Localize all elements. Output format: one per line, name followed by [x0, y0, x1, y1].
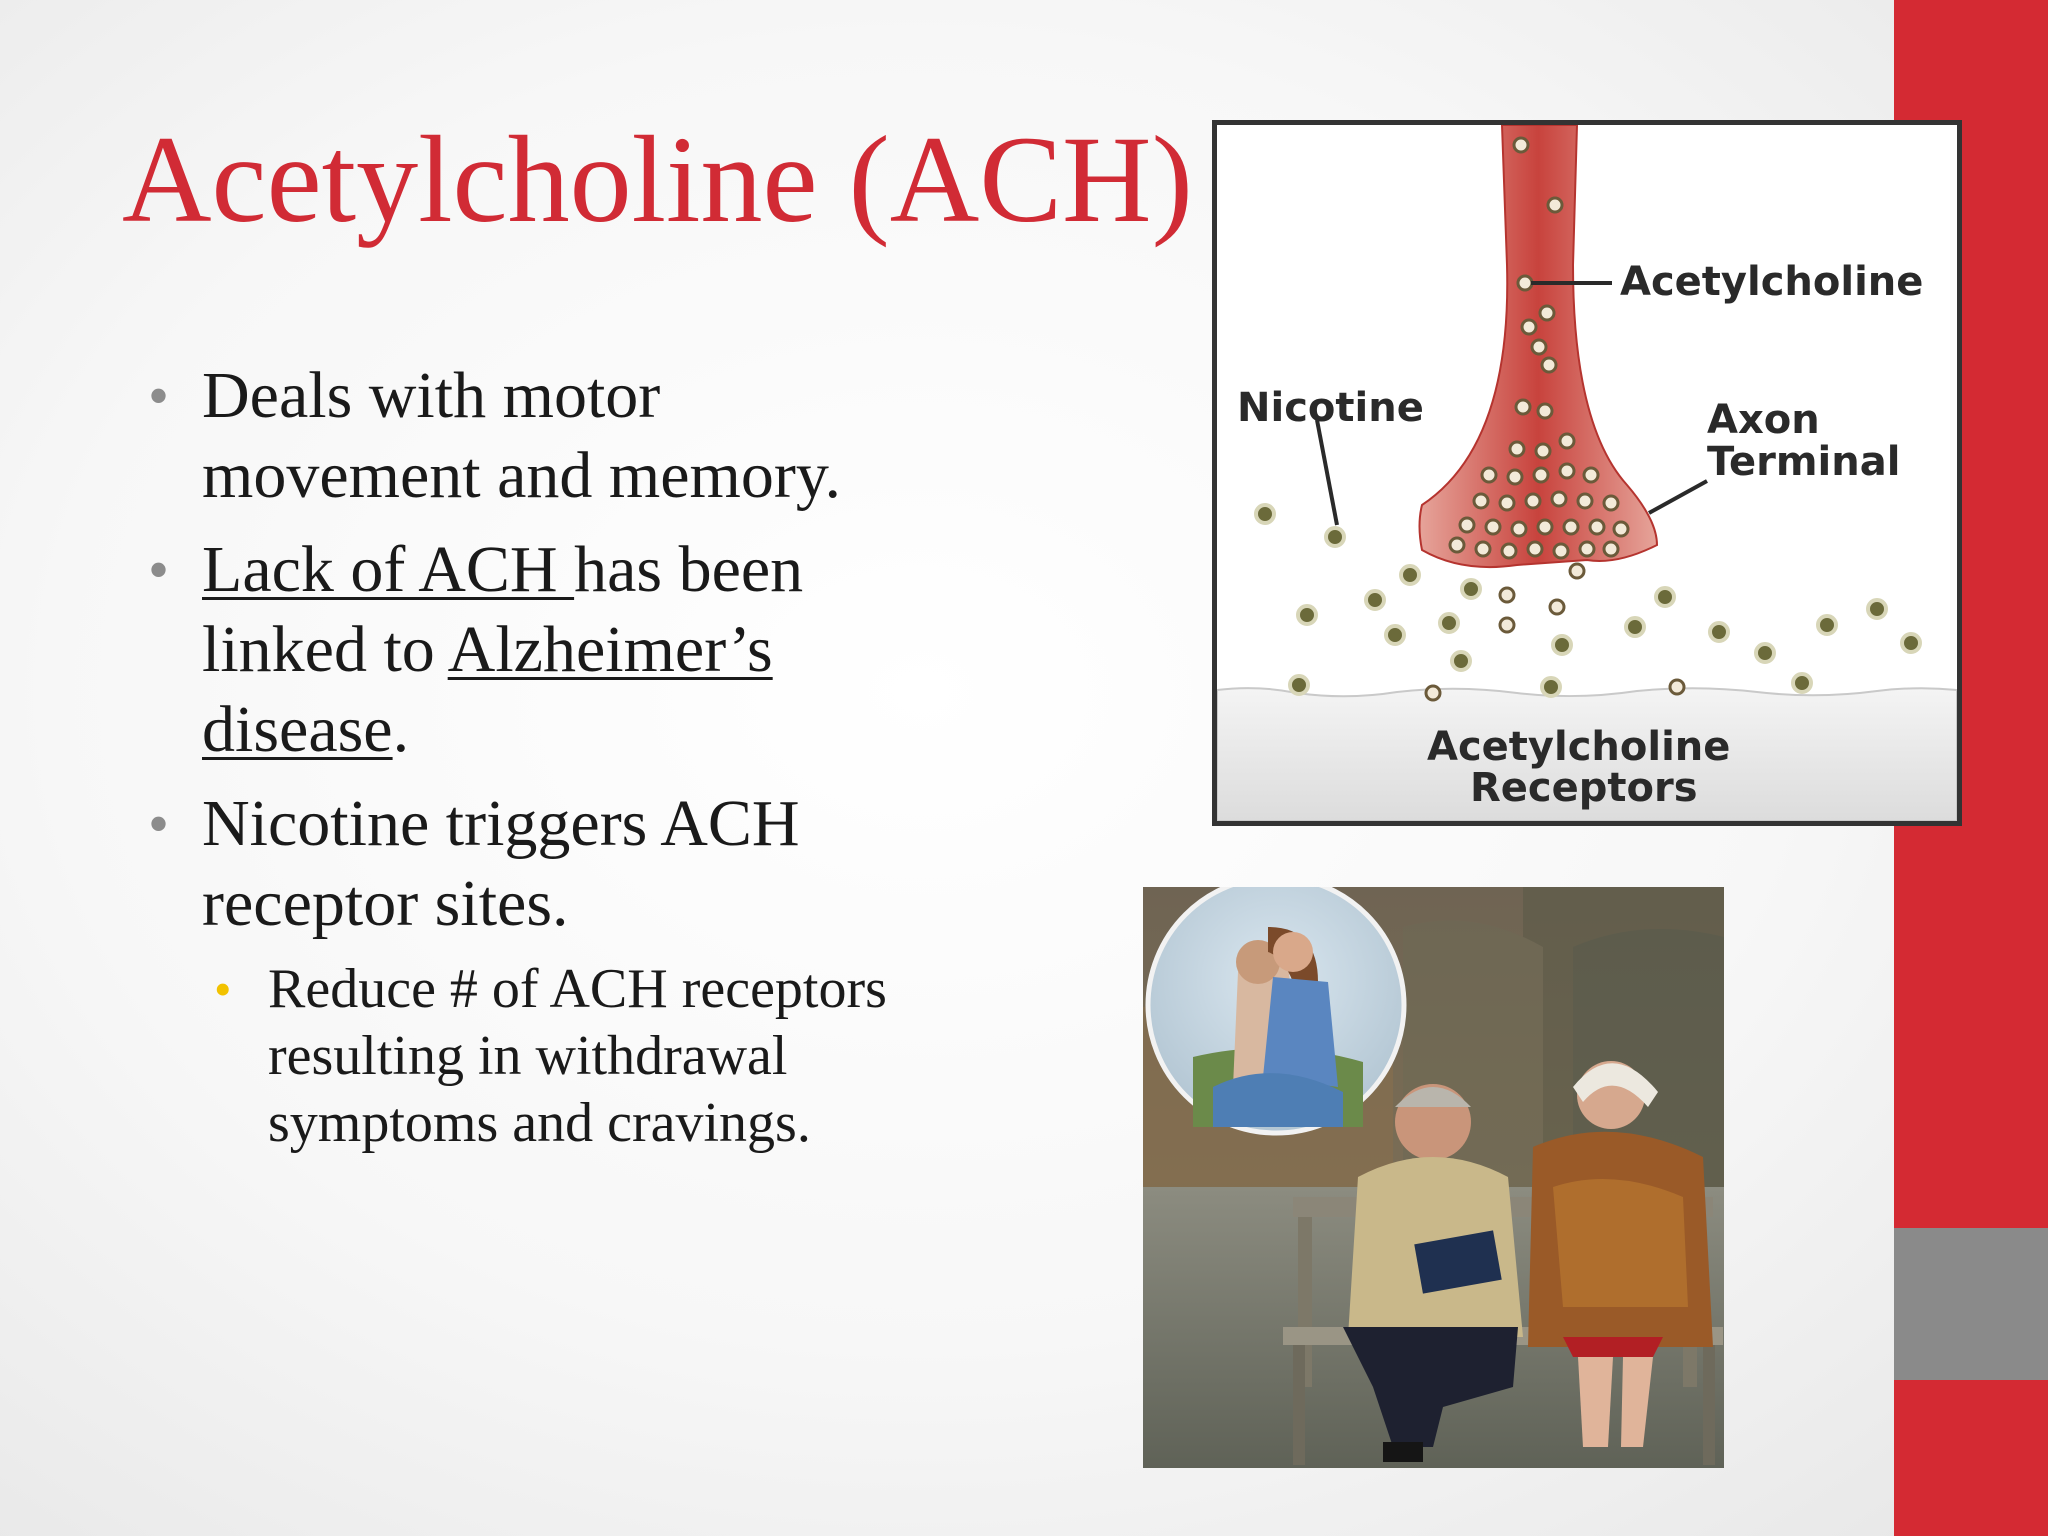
nicotine-molecule — [1326, 528, 1344, 546]
vesicle — [1532, 340, 1546, 354]
sub-bullet-receptors: • Reduce # of ACH receptors resulting in withdrawal symptoms and cravings. — [214, 956, 928, 1157]
diagram-label-acetylcholine: Acetylcholine — [1620, 259, 1924, 305]
vesicle — [1514, 138, 1528, 152]
nicotine-molecule — [1298, 606, 1316, 624]
vesicle — [1614, 522, 1628, 536]
vesicle — [1528, 542, 1542, 556]
diagram-label-receptors-1: Acetylcholine — [1427, 724, 1731, 770]
vesicle — [1502, 544, 1516, 558]
vesicle — [1426, 686, 1440, 700]
vesicle — [1604, 496, 1618, 510]
vesicle — [1476, 542, 1490, 556]
nicotine-molecule — [1902, 634, 1920, 652]
nicotine-molecule — [1452, 652, 1470, 670]
nicotine-molecule — [1542, 678, 1560, 696]
alzheimers-text: Alzheimer’s disease — [202, 613, 773, 766]
vesicle — [1590, 520, 1604, 534]
vesicle — [1604, 542, 1618, 556]
vesicle — [1560, 464, 1574, 478]
diagram-label-receptors-2: Receptors — [1470, 765, 1698, 811]
vesicle — [1536, 444, 1550, 458]
vesicle — [1584, 468, 1598, 482]
nicotine-molecule — [1710, 623, 1728, 641]
vesicle — [1534, 468, 1548, 482]
bullet-nicotine: • Nicotine triggers ACH receptor sites. • Reduce # of ACH receptors resulting in withdrawal symptoms and cravings. — [148, 784, 928, 1157]
sub-bullet-list — [214, 956, 928, 1157]
vesicle — [1510, 442, 1524, 456]
notebook-photo — [1143, 887, 1724, 1468]
vesicle — [1516, 400, 1530, 414]
nicotine-molecule — [1793, 674, 1811, 692]
vesicle — [1512, 522, 1526, 536]
vesicle — [1550, 600, 1564, 614]
vesicle — [1548, 198, 1562, 212]
vesicle — [1482, 468, 1496, 482]
vesicle — [1580, 542, 1594, 556]
bullet-motor-memory: • Deals with motor movement and memory. — [148, 356, 928, 516]
diagram-label-axon: Axon — [1707, 397, 1820, 443]
nicotine-molecule — [1656, 588, 1674, 606]
nicotine-molecule — [1290, 676, 1308, 694]
nicotine-molecule — [1386, 626, 1404, 644]
slide-title: Acetylcholine (ACH) — [122, 111, 1193, 248]
vesicle — [1570, 564, 1584, 578]
lack-of-ach-text: Lack of ACH — [202, 533, 575, 606]
vesicle — [1522, 320, 1536, 334]
vesicle — [1460, 518, 1474, 532]
vesicle — [1500, 588, 1514, 602]
vesicle — [1542, 358, 1556, 372]
nicotine-molecule — [1256, 505, 1274, 523]
vesicle — [1538, 520, 1552, 534]
diagram-label-nicotine: Nicotine — [1237, 385, 1424, 431]
vesicle — [1474, 494, 1488, 508]
vesicle — [1670, 680, 1684, 694]
vesicle — [1450, 538, 1464, 552]
synapse-diagram — [1212, 120, 1962, 826]
nicotine-molecule — [1756, 644, 1774, 662]
vesicle — [1552, 492, 1566, 506]
nicotine-molecule — [1553, 636, 1571, 654]
bullet-alzheimers: • Lack of ACH has been linked to Alzheimer’s disease. — [148, 530, 928, 770]
nicotine-molecule — [1440, 614, 1458, 632]
vesicle — [1486, 520, 1500, 534]
vesicle — [1500, 496, 1514, 510]
vesicle — [1540, 306, 1554, 320]
vesicle — [1578, 494, 1592, 508]
nicotine-molecule — [1462, 580, 1480, 598]
bullet-list — [148, 356, 928, 1171]
nicotine-molecule — [1818, 616, 1836, 634]
vesicle — [1560, 434, 1574, 448]
nicotine-molecule — [1868, 600, 1886, 618]
vesicle — [1564, 520, 1578, 534]
vesicle — [1538, 404, 1552, 418]
vesicle — [1526, 494, 1540, 508]
vesicle — [1508, 470, 1522, 484]
diagram-label-terminal: Terminal — [1707, 439, 1901, 485]
sidebar-gray-block — [1894, 1228, 2048, 1380]
nicotine-molecule — [1366, 591, 1384, 609]
vesicle — [1554, 544, 1568, 558]
vesicle — [1518, 276, 1532, 290]
vesicle — [1500, 618, 1514, 632]
nicotine-molecule — [1401, 566, 1419, 584]
nicotine-molecule — [1626, 618, 1644, 636]
